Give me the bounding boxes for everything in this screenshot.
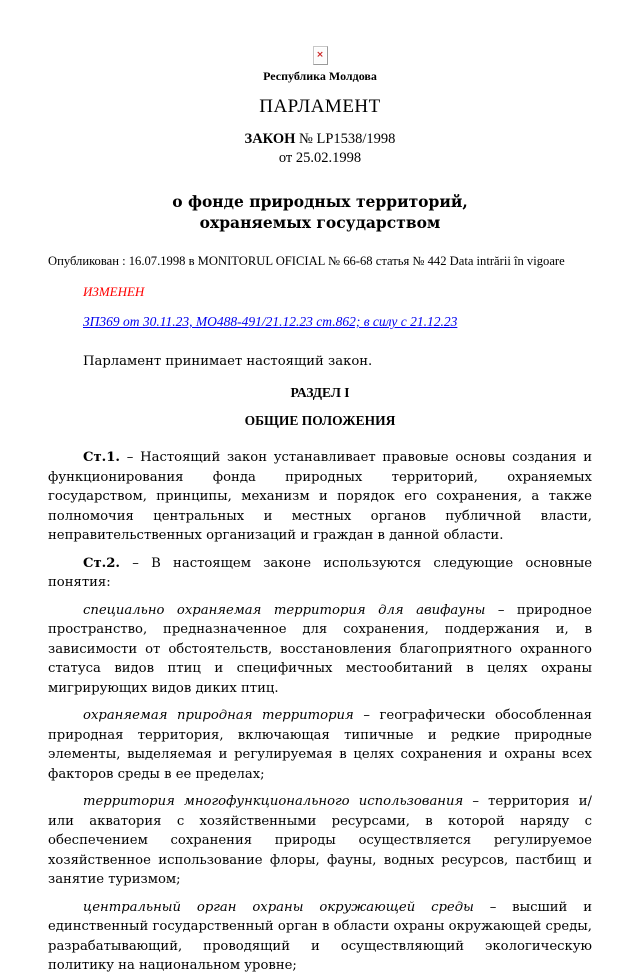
paragraph-definition-multifunctional-territory (48, 792, 592, 890)
definition-multifunctional-territory-text: – территория и/или акватория с хозяйственными ресурсами, в которой наряду с обеспечением сохранения природы осуществляется регулируемое хозяйственное использование флоры, фауны, водных ресурсов, пастбищ и занятие туризмом; (48, 794, 592, 887)
definition-protected-territory-text: – географически обособленная природная территория, включающая типичные и редкие природные элементы, выделяемая и регулируемая в целях сохранения и охраны всех факторов среды в ее пределах; (48, 708, 592, 782)
definition-multifunctional-territory-term: территория многофункционального использования (83, 794, 464, 809)
paragraph-definition-protected-territory (48, 706, 592, 784)
document-title-line2: охраняемых государством (199, 213, 441, 232)
article-1-label: Ст.1. (83, 450, 121, 465)
section-title: ОБЩИЕ ПОЛОЖЕНИЯ (244, 413, 396, 428)
law-date: от 25.02.1998 (278, 150, 362, 166)
article-2-text: – В настоящем законе используются следующие основные понятия: (48, 555, 592, 590)
paragraph-definition-avifauna (48, 601, 592, 699)
amendment-link[interactable]: ЗП369 от 30.11.23, MO488-491/21.12.23 ст.862; в силу с 21.12.23 (83, 314, 458, 329)
broken-image-glyph: × (316, 50, 324, 60)
definition-avifauna-term: специально охраняемая территория для авифауны (83, 602, 486, 618)
amendment-link-row (83, 313, 592, 330)
document-title-line1: о фонде природных территорий, (172, 192, 468, 211)
amended-label: ИЗМЕНЕН (83, 284, 145, 299)
country-label: Республика Молдова (263, 69, 377, 83)
broken-image-icon (313, 46, 328, 65)
intro-sentence: Парламент принимает настоящий закон. (83, 354, 373, 369)
paragraph-article-1 (48, 448, 592, 546)
definition-central-authority-term: центральный орган охраны окружающей среды (83, 899, 474, 915)
law-label: ЗАКОН (244, 131, 296, 147)
definition-avifauna-text: – природное пространство, предназначенное для сохранения, поддержания и, в зависимости от обстоятельств, восстановления благоприятного охранного статуса видов птиц и специфичных местообитаний в целях охраны мигрирующих видов диких птиц. (48, 602, 592, 696)
law-number-line (48, 132, 592, 147)
paragraph-article-2 (48, 554, 592, 593)
article-1-text: – Настоящий закон устанавливает правовые основы создания и функционирования фонда природных территорий, охраняемых государством, принципы, механизм и порядок его сохранения, а также полномочия центральных и местных органов публичной власти, неправительственных организаций и граждан в данной области. (48, 450, 592, 543)
definition-protected-territory-term: охраняемая природная территория (83, 708, 354, 723)
definition-central-authority-text: – высший и единственный государственный орган в области охраны окружающей среды, разрабатывающий, проводящий и осуществляющий экологическую политику на национальном уровне; (48, 899, 592, 973)
section-number: РАЗДЕЛ I (290, 385, 350, 400)
document-title (48, 191, 592, 233)
paragraph-definition-central-authority (48, 898, 592, 976)
institution-title: ПАРЛАМЕНТ (259, 96, 381, 117)
article-2-label: Ст.2. (83, 555, 121, 571)
law-number: № LP1538/1998 (295, 131, 396, 147)
broken-image-placeholder (48, 46, 592, 66)
publication-info: Опубликован : 16.07.1998 в MONITORUL OFICIAL № 66-68 статья № 442 Data intrării în vigoare (48, 254, 565, 268)
